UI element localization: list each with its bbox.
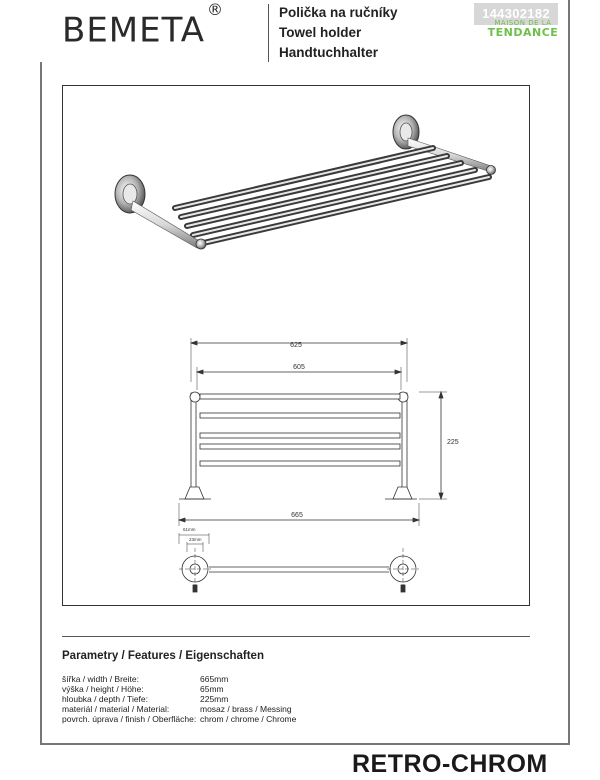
post-right xyxy=(402,393,407,493)
dim-overall-top: 625 xyxy=(290,342,302,349)
spec-value: 225mm xyxy=(200,694,229,704)
spec-label: povrch. úprava / finish / Oberfläche: xyxy=(62,714,197,724)
screw-left xyxy=(193,585,197,592)
title-divider xyxy=(268,4,269,62)
product-photo xyxy=(115,115,496,249)
spec-label: výška / height / Höhe: xyxy=(62,684,144,694)
spec-label: materiál / material / Material: xyxy=(62,704,170,714)
brand-logo xyxy=(62,2,224,52)
dim-width-bottom: 665 xyxy=(291,512,303,519)
technical-drawing xyxy=(63,86,529,605)
spec-label: hloubka / depth / Tiefe: xyxy=(62,694,149,704)
dim-small-1: 61mm xyxy=(183,527,196,532)
dim-inner-top: 605 xyxy=(293,364,305,371)
drawing-frame xyxy=(62,85,530,606)
features-heading: Parametry / Features / Eigenschaften xyxy=(62,650,264,662)
post-left xyxy=(191,393,196,493)
section-separator xyxy=(62,636,530,637)
bar-end-cap-left xyxy=(196,239,206,249)
right-border-rule xyxy=(568,0,570,745)
spec-label: šířka / width / Breite: xyxy=(62,674,139,684)
front-elevation xyxy=(179,338,447,526)
screw-right xyxy=(401,585,405,592)
watermark-logo xyxy=(478,19,568,39)
bar-end-cap-right xyxy=(487,166,496,175)
title-german: Handtuchhalter xyxy=(279,45,379,60)
collection-name: RETRO-CHROM xyxy=(352,750,548,778)
registered-mark: ® xyxy=(207,0,225,19)
title-english: Towel holder xyxy=(279,25,362,40)
plan-view xyxy=(179,533,419,592)
dim-small-2: 23mm xyxy=(189,537,202,542)
spec-value: 65mm xyxy=(200,684,224,694)
title-czech: Polička na ručníky xyxy=(279,5,398,20)
spec-value: mosaz / brass / Messing xyxy=(200,704,292,714)
left-border-rule xyxy=(40,62,42,745)
spec-value: 665mm xyxy=(200,674,229,684)
spec-value: chrom / chrome / Chrome xyxy=(200,714,297,724)
watermark-top-text: MAISON DE LA xyxy=(494,19,552,27)
bottom-border-rule xyxy=(40,743,570,745)
dim-height: 225 xyxy=(447,439,459,446)
base-left xyxy=(185,487,204,499)
watermark-bottom-text: TENDANCE xyxy=(487,26,559,39)
base-right xyxy=(393,487,412,499)
brand-name: BEMETA xyxy=(62,10,206,51)
towel-bars xyxy=(175,148,489,244)
product-title-block xyxy=(279,3,398,63)
product-code-badge: 144302182 xyxy=(474,3,558,25)
